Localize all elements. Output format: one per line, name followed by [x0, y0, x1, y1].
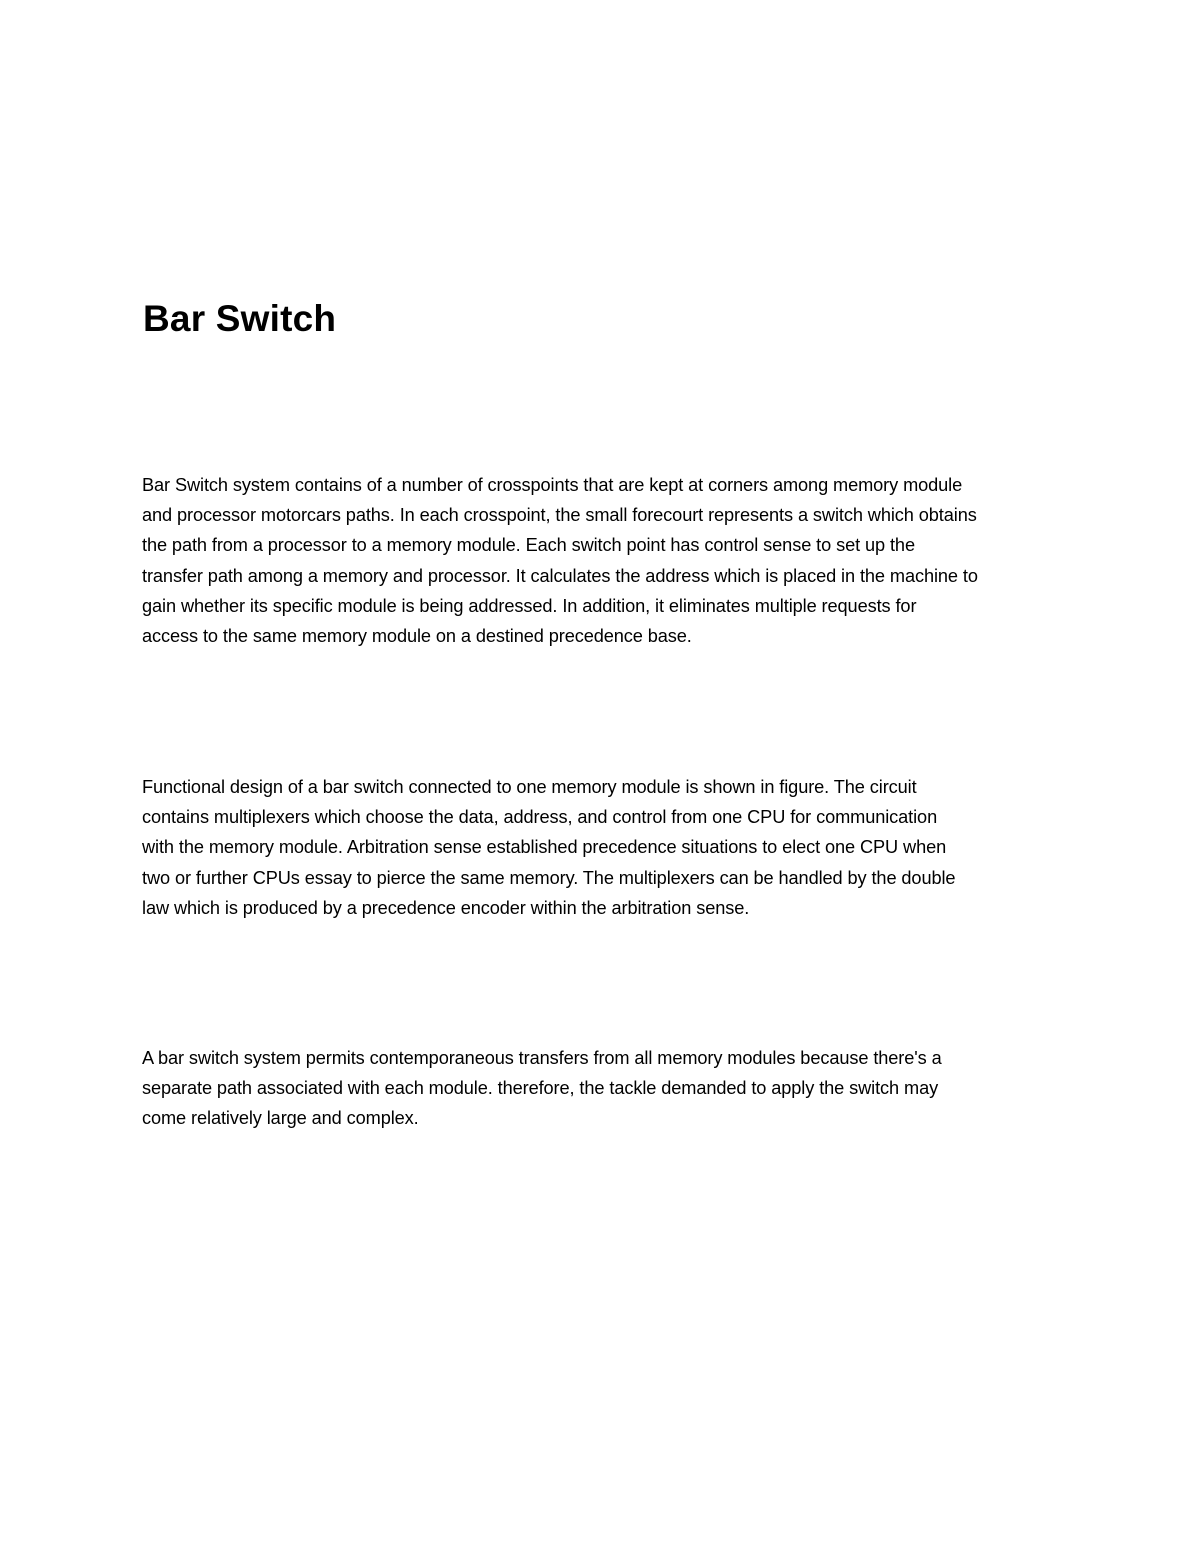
paragraph-line: the path from a processor to a memory module. Each switch point has control sense to set up the — [142, 535, 915, 556]
paragraph-2 — [142, 772, 1072, 923]
paragraph-line: gain whether its specific module is being addressed. In addition, it eliminates multiple requests for — [142, 595, 917, 616]
paragraph-line: come relatively large and complex. — [142, 1108, 419, 1129]
paragraph-line: with the memory module. Arbitration sense established precedence situations to elect one CPU when — [142, 837, 947, 858]
paragraph-line: two or further CPUs essay to pierce the same memory. The multiplexers can be handled by the double — [142, 867, 956, 888]
paragraph-line: contains multiplexers which choose the data, address, and control from one CPU for communication — [142, 807, 938, 828]
paragraph-line: A bar switch system permits contemporaneous transfers from all memory modules because there's a — [142, 1048, 942, 1068]
paragraph-line: access to the same memory module on a destined precedence base. — [142, 626, 692, 647]
paragraph-3 — [142, 1043, 1072, 1134]
paragraph-1 — [142, 470, 1072, 651]
paragraph-line: Functional design of a bar switch connected to one memory module is shown in figure. The circuit — [142, 777, 917, 797]
paragraph-line: separate path associated with each module. therefore, the tackle demanded to apply the switch may — [142, 1078, 939, 1099]
document-title: Bar Switch — [143, 298, 337, 339]
paragraph-line: and processor motorcars paths. In each crosspoint, the small forecourt represents a switch which obtains — [142, 505, 977, 526]
paragraph-line: transfer path among a memory and processor. It calculates the address which is placed in the machine to — [142, 565, 978, 586]
paragraph-line: law which is produced by a precedence encoder within the arbitration sense. — [142, 897, 750, 918]
paragraph-line: Bar Switch system contains of a number of crosspoints that are kept at corners among memory module — [142, 475, 963, 495]
